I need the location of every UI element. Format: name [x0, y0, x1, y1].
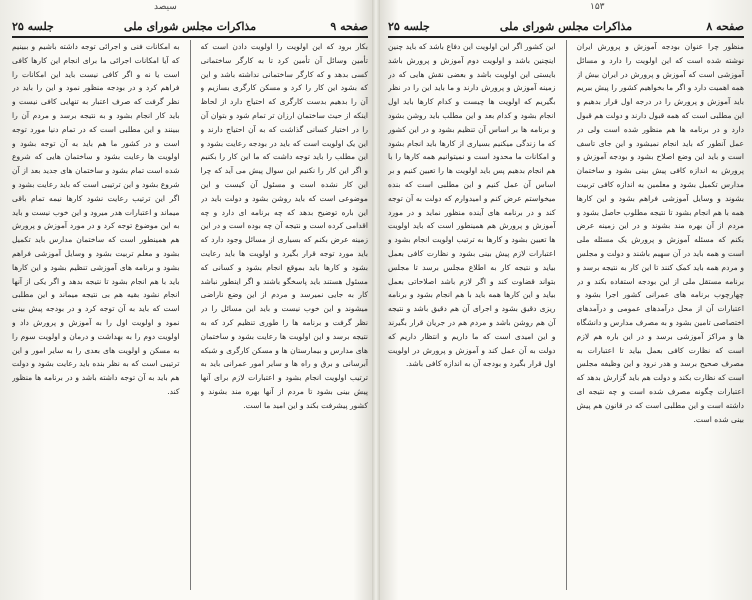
left-page-column-left — [12, 40, 180, 590]
left-page-number: صفحه ۹ — [330, 20, 368, 33]
left-page — [4, 0, 376, 600]
right-page — [380, 0, 752, 600]
left-page-column-divider — [190, 40, 191, 590]
left-page-column-right-text: بکار برود که این اولویت را اولویت دادن است که تأمین وسائل آن تأمین کرد تا به کارگر ساختمانی کسی بدهد و که کارگر ساختمانی نداشته باشد و این که بشود این کار را کرد و مسکن کارگری بسازیم و آن را بدهیم بدست کارگری که احتیاج دارد از لحاظ اینکه از حیث ساختمان ارزان تر تمام شود و بتوان آن را در اختیار کسانی گذاشت که به آن احتیاج دارند و این یک اولویت است که باید در بودجه رعایت بشود و این مطلب را باید توجه داشت که ما این کار را بکنیم و اگر این کار را نکنیم این سوال پیش می آید که چرا این کار نشده است و مسئول آن کیست و این موضوعی است که باید روشن بشود و دولت باید در این باره توضیح بدهد که چه برنامه ای دارد و چه اقدامی کرده است و نتیجه آن چه بوده است و در این زمینه عرض بکنم که بسیاری از مسائل وجود دارد که باید مورد توجه قرار بگیرد و اولویت ها باید رعایت بشود و کارها باید بموقع انجام بشود و کسانی که مسئول هستند باید پاسخگو باشند و اگر اینطور نباشد کار به جایی نمیرسد و مردم از این وضع ناراضی میشوند و این خوب نیست و باید این مسائل را در نظر گرفت و برنامه ها را طوری تنظیم کرد که به نتیجه برسد و این اولویت ها رعایت بشود و ساختمان های مدارس و بیمارستان ها و مسکن کارگری و شبکه آبرسانی و برق و راه ها و سایر امور عمرانی باید به ترتیب اولویت انجام بشود و اعتبارات لازم برای آنها پیش بینی بشود تا مردم از آنها بهره مند بشوند و کشور پیشرفت بکند و این امید ما است. — [200, 42, 368, 410]
right-page-top-mark: ۱۵۳ — [590, 2, 605, 12]
left-page-header — [12, 20, 368, 38]
left-page-columns — [12, 40, 368, 590]
left-page-top-mark: سیصد — [154, 2, 177, 12]
left-page-column-left-text: به امکانات فنی و اجرائی توجه داشته باشیم و ببینیم که آیا امکانات اجرائی ما برای انجام این کارها کافی است یا نه و اگر کافی نیست باید این امکانات را فراهم کرد و در بودجه منظور نمود و این را باید در نظر گرفت که صرف اعتبار به تنهایی کافی نیست و باید کار انجام بشود و به نتیجه برسد و مردم آن را ببینند و این مطلبی است که در تمام دنیا مورد توجه است و در کشور ما هم باید به آن توجه بشود و اولویت ها رعایت بشود و ساختمان هایی که شروع شده است تمام بشود و ساختمان های جدید بعد از آن شروع بشود و این ترتیبی است که باید رعایت بشود و اگر این ترتیب رعایت نشود کارها نیمه تمام باقی میماند و اعتبارات هدر میرود و این خوب نیست و باید به این موضوع توجه کرد و در مورد آموزش و پرورش هم همینطور است که ساختمان مدارس باید تکمیل بشود و معلم تربیت بشود و وسایل آموزشی فراهم بشود و برنامه های آموزشی تنظیم بشود و این کارها باید با هم انجام بشود تا نتیجه بدهد و اگر یکی از آنها انجام نشود بقیه هم بی نتیجه میماند و این مطلبی است که باید به آن توجه کرد و در بودجه پیش بینی نمود و اولویت اول را به آموزش و پرورش داد و اولویت دوم را به بهداشت و درمان و اولویت سوم را به مسکن و اولویت های بعدی را به سایر امور و این ترتیبی است که به نظر بنده باید رعایت بشود و دولت هم باید به آن توجه داشته باشد و در برنامه ها منظور کند. — [12, 42, 180, 396]
right-page-column-left-text: این کشور اگر این اولویت این دفاع باشد که باید چنین اینچنین باشد و اولویت دوم آموزش و پرورش باشد بایستی این اولویت باشد و بعضی نقش هایی که در زمینه آموزش و پرورش دارند و ما باید این را در نظر بگیریم که اولویت ها چیست و کدام کارها باید اول انجام بشود و کدام بعد و این مطلب باید روشن بشود و برنامه ها بر اساس آن تنظیم بشود و در این کشور که ما زندگی میکنیم بسیاری از کارها باید انجام بشود و امکانات ما محدود است و نمیتوانیم همه کارها را با هم انجام بدهیم پس باید اولویت ها را تعیین کنیم و بر اساس آن عمل کنیم و این مطلبی است که بنده میخواستم عرض کنم و امیدوارم که دولت به آن توجه کند و در برنامه های آینده منظور نماید و در مورد آموزش و پرورش هم همینطور است که باید اولویت ها تعیین بشود و کارها به ترتیب اولویت انجام بشود و اعتبارات لازم پیش بینی بشود و نظارت کافی بعمل بیاید و نتیجه کار به اطلاع مجلس برسد تا مجلس بتواند قضاوت کند و اگر لازم باشد اصلاحاتی بعمل بیاید و این کارها همه باید با هم انجام بشود و برنامه ریزی دقیق بشود و اجرای آن هم دقیق باشد و نتیجه آن هم روشن باشد و مردم هم در جریان قرار بگیرند و این امیدی است که ما داریم و انتظار داریم که دولت به آن عمل کند و آموزش و پرورش در اولویت اول قرار بگیرد و بودجه آن به اندازه کافی باشد. — [388, 42, 556, 369]
right-page-column-divider — [566, 40, 567, 590]
book-gutter — [372, 0, 380, 600]
right-page-column-right — [577, 40, 745, 590]
left-page-column-right — [201, 40, 369, 590]
right-page-column-left — [388, 40, 556, 590]
right-page-number: صفحه ۸ — [706, 20, 744, 33]
left-page-session-label: جلسه ۲۵ — [12, 20, 54, 33]
left-page-running-title: مذاکرات مجلس شورای ملی — [123, 20, 257, 33]
right-page-columns — [388, 40, 744, 590]
right-page-session-label: جلسه ۲۵ — [388, 20, 430, 33]
right-page-column-right-text: منظور چرا عنوان بودجه آموزش و پرورش ایران نوشته شده است که این اولویت را دارد و مسائل آموزشی است که آموزش و پرورش در ایران بیش از همه اهمیت دارد و اگر ما بخواهیم کشور را پیش ببریم باید آموزش و پرورش را در درجه اول قرار بدهیم و این مطلبی است که همه قبول دارند و دولت هم قبول دارد و در برنامه ها هم منظور شده است ولی در عمل آنطور که باید انجام نمیشود و این جای تاسف است و باید این وضع اصلاح بشود و بودجه آموزش و پرورش به اندازه کافی پیش بینی بشود و ساختمان مدارس تکمیل بشود و معلمین به اندازه کافی تربیت بشوند و وسایل آموزشی فراهم بشود و این کارها همه با هم انجام بشود تا نتیجه مطلوب حاصل بشود و مردم از آن بهره مند بشوند و در این زمینه عرض بکنم که مسئله آموزش و پرورش یک مسئله ملی است و همه باید در آن سهیم باشند و دولت و مجلس و مردم همه باید کمک کنند تا این کار به نتیجه برسد و برنامه مستقل ملی از این بودجه استفاده بکند و در چهارچوب برنامه های عمرانی کشور اجرا بشود و اعتبارات آن از محل درآمدهای عمومی و درآمدهای اختصاصی تامین بشود و به مصرف مدارس و دانشگاه ها و مراکز آموزشی برسد و در این باره هم لازم است که نظارت کافی بعمل بیاید تا اعتبارات به مصرف صحیح برسد و هدر نرود و این وظیفه مجلس است که نظارت بکند و دولت هم باید گزارش بدهد که اعتبارات چگونه مصرف شده است و چه نتیجه ای داشته است و این مطلبی است که در قانون هم پیش بینی شده است. — [576, 42, 744, 424]
right-page-running-title: مذاکرات مجلس شورای ملی — [499, 20, 633, 33]
right-page-header — [388, 20, 744, 38]
